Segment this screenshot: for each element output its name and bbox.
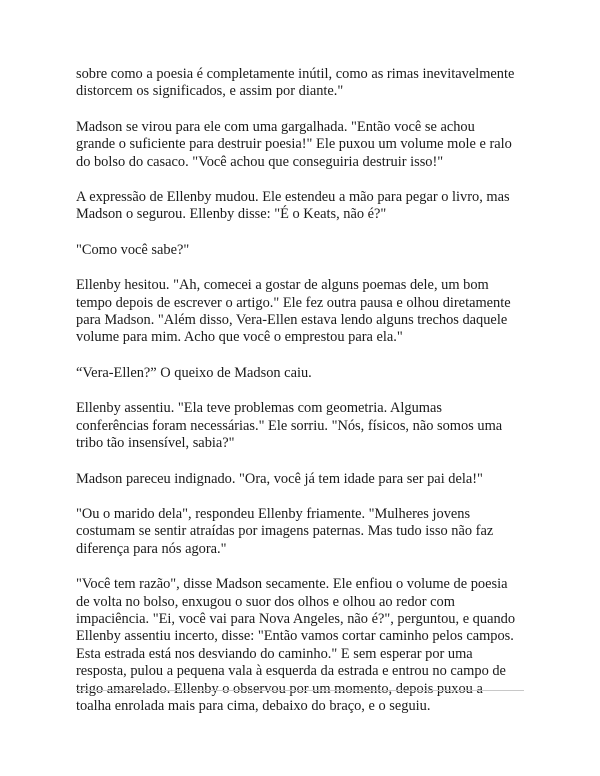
paragraph: Ellenby hesitou. "Ah, comecei a gostar de alguns poemas dele, um bom tempo depois de escrever o artigo." Ele fez outra pausa e olhou diretamente para Madson. "Além disso, Vera-Ellen estava lendo alguns trechos daquele volume para mim. Acho que você o emprestou para ela." xyxy=(76,277,511,346)
paragraph: Madson pareceu indignado. "Ora, você já tem idade para ser pai dela!" xyxy=(76,470,483,487)
paragraph: A expressão de Ellenby mudou. Ele estendeu a mão para pegar o livro, mas Madson o segurou. Ellenby disse: "É o Keats, não é?" xyxy=(76,189,510,223)
document-body xyxy=(76,66,526,733)
paragraph: sobre como a poesia é completamente inútil, como as rimas inevitavelmente distorcem os significados, e assim por diante." xyxy=(76,66,515,100)
paragraph: "Como você sabe?" xyxy=(76,241,190,258)
paragraph: Ellenby assentiu. "Ela teve problemas com geometria. Algumas conferências foram necessárias." Ele sorriu. "Nós, físicos, não somos uma tribo tão insensível, sabia?" xyxy=(76,400,503,452)
page-divider xyxy=(76,690,524,691)
paragraph: Madson se virou para ele com uma gargalhada. "Então você se achou grande o suficiente para destruir poesia!" Ele puxou um volume mole e ralo do bolso do casaco. "Você achou que conseguiria destruir isso!" xyxy=(76,118,512,170)
paragraph: "Ou o marido dela", respondeu Ellenby friamente. "Mulheres jovens costumam se sentir atraídas por imagens paternas. Mas tudo isso não faz diferença para nós agora." xyxy=(76,505,494,557)
paragraph: "Você tem razão", disse Madson secamente. Ele enfiou o volume de poesia de volta no bolso, enxugou o suor dos olhos e olhou ao redor com impaciência. "Ei, você vai para Nova Angeles, não é?", perguntou, e quando Ellenby assentiu incerto, disse: "Então vamos cortar caminho pelos campos. Esta estrada está nos desviando do caminho." E sem esperar por uma resposta, pulou a pequena vala à esquerda da estrada e entrou no campo de trigo amarelado. Ellenby o observou por um momento, depois puxou a toalha enrolada mais para cima, debaixo do braço, e o seguiu. xyxy=(76,576,516,714)
paragraph: “Vera-Ellen?” O queixo de Madson caiu. xyxy=(76,364,312,381)
